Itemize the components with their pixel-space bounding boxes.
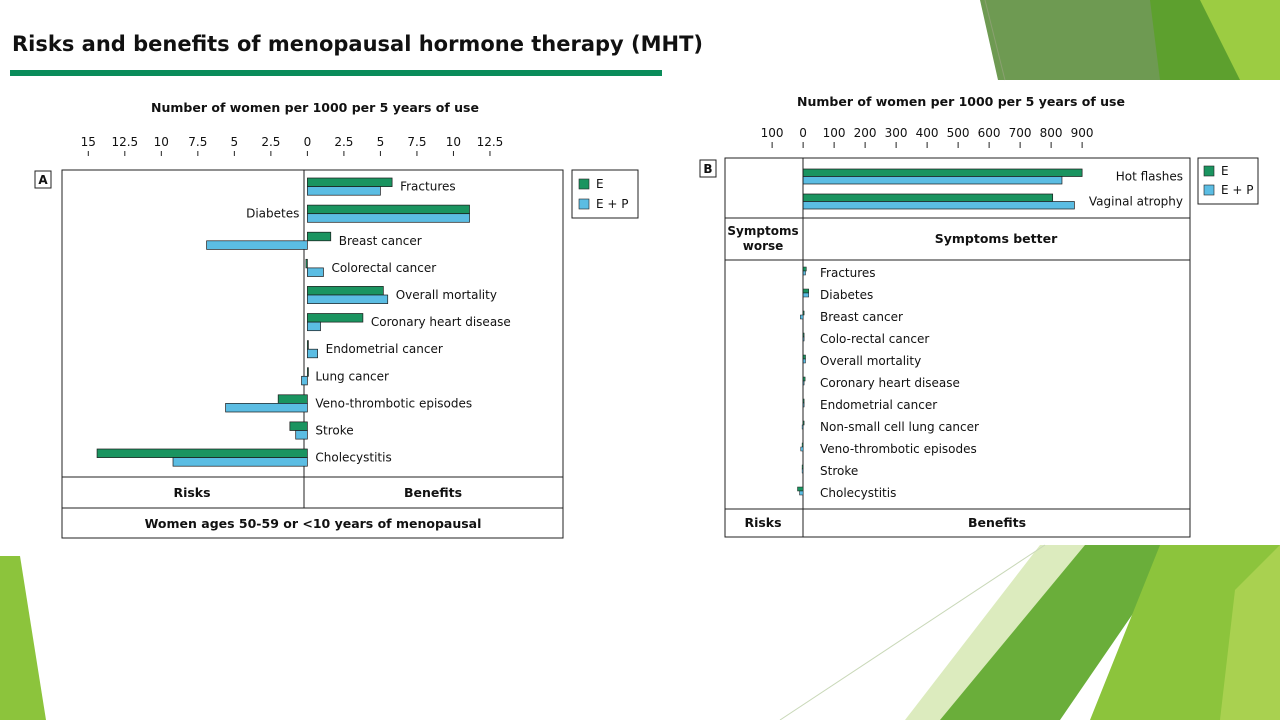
panel-b-bar-veno-thrombotic-episodes-e-p <box>801 447 803 451</box>
panel-b-bar-endometrial-cancer-e-p <box>803 403 804 407</box>
panel-a-label-stroke: Stroke <box>315 423 354 438</box>
panel-a-tick-label: 7.5 <box>188 135 208 149</box>
panel-a-label-breast-cancer: Breast cancer <box>338 233 422 248</box>
panel-b-tick-label: 200 <box>853 126 877 140</box>
panel-b-tick-label: 100 <box>822 126 846 140</box>
panel-b-ticks <box>761 126 1094 148</box>
panel-b-bar-coronary-heart-disease-e <box>803 377 805 381</box>
panel-a-label-coronary-heart-disease: Coronary heart disease <box>370 315 511 330</box>
panel-b-label-fractures: Fractures <box>820 266 876 280</box>
panel-b-bar-fractures-e-p <box>803 271 805 275</box>
panel-b-label-vaginal-atrophy: Vaginal atrophy <box>1088 194 1183 209</box>
panel-b-bar-fractures-e <box>803 267 806 271</box>
panel-a-label-cholecystitis: Cholecystitis <box>315 450 392 465</box>
panel-a-tick-label: 7.5 <box>407 135 427 149</box>
panel-b-bar-diabetes-e <box>803 289 809 293</box>
panel-b-bar-overall-mortality-e-p <box>803 359 805 363</box>
panel-b-bar-stroke-e <box>802 465 803 469</box>
panel-b-symptoms-worse <box>727 224 798 253</box>
panel-b-tick-label: 500 <box>946 126 970 140</box>
panel-a-label-endometrial-cancer: Endometrial cancer <box>325 342 443 357</box>
panel-b-tick-label: 100 <box>760 126 784 140</box>
panel-b-bar-veno-thrombotic-episodes-e <box>802 443 803 447</box>
panel-b-tick-label: 400 <box>915 126 939 140</box>
panel-a-tick-label: 12.5 <box>111 135 139 149</box>
panel-b-bar-overall-mortality-e <box>803 355 805 359</box>
panel-a-risks-label: Risks <box>173 485 211 500</box>
panel-b-bar-colo-rectal-cancer-e <box>803 333 804 337</box>
panel-a-footer: Women ages 50-59 or <10 years of menopausal <box>144 516 482 531</box>
panel-b-bar-non-small-cell-lung-cancer-e <box>803 421 804 425</box>
panel-b-bar-cholecystitis-e-p <box>800 491 804 495</box>
panel-b-bar-vaginal-atrophy-e <box>803 194 1053 202</box>
panel-b-legend-swatch-ep <box>1204 185 1214 195</box>
panel-a-tick-label: 5 <box>230 135 239 149</box>
panel-b-tick-label: 700 <box>1008 126 1032 140</box>
panel-b-label-cholecystitis: Cholecystitis <box>820 486 897 500</box>
panel-a-label-lung-cancer: Lung cancer <box>315 369 389 384</box>
panel-b-label-coronary-heart-disease: Coronary heart disease <box>820 376 960 390</box>
panel-b-risks-label: Risks <box>744 515 782 530</box>
panel-b-label-veno-thrombotic-episodes: Veno-thrombotic episodes <box>820 442 977 456</box>
panel-a-legend-label-e: E <box>596 177 604 191</box>
panel-b-symptom-labels <box>1089 170 1183 209</box>
panel-b-symptom-bars <box>803 169 1082 209</box>
panel-b-label-stroke: Stroke <box>820 464 859 478</box>
panel-a-label-diabetes: Diabetes <box>246 206 300 221</box>
panel-b-bar-hot-flashes-e <box>803 169 1082 177</box>
panel-a-label-overall-mortality: Overall mortality <box>395 288 497 302</box>
panel-a-tick-label: 15 <box>80 135 96 149</box>
panel-a-letter: A <box>38 173 48 187</box>
panel-a-tick-label: 2.5 <box>261 135 281 149</box>
panel-b-bar-endometrial-cancer-e <box>803 399 804 403</box>
panel-a-label-fractures: Fractures <box>400 179 456 194</box>
panel-b-frame <box>725 158 1190 537</box>
panel-b-bar-stroke-e-p <box>802 469 803 473</box>
panel-b-tick-label: 600 <box>977 126 1001 140</box>
panel-a-tick-label: 10 <box>153 135 169 149</box>
panel-b-bar-non-small-cell-lung-cancer-e-p <box>802 425 803 429</box>
panel-b-bar-cholecystitis-e <box>798 487 804 491</box>
panel-b-bar-hot-flashes-e-p <box>803 177 1062 185</box>
panel-b-bar-colo-rectal-cancer-e-p <box>803 337 804 341</box>
panel-b-tick-label: 900 <box>1070 126 1094 140</box>
panel-a-label-veno-thrombotic-episodes: Veno-thrombotic episodes <box>315 396 473 411</box>
panel-b-bar-breast-cancer-e <box>803 311 804 315</box>
panel-a-tick-label: 12.5 <box>476 135 504 149</box>
panel-b-legend-label-e: E <box>1221 164 1229 178</box>
panel-a-benefits-label: Benefits <box>403 485 463 500</box>
panel-b-label-overall-mortality: Overall mortality <box>820 354 922 368</box>
panel-a-tick-label: 5 <box>376 135 385 149</box>
panel-a-label-colorectal-cancer: Colorectal cancer <box>331 260 437 275</box>
panel-b-bar-diabetes-e-p <box>803 293 809 297</box>
panel-a-tick-label: 10 <box>445 135 462 149</box>
panel-b-symptoms-better: Symptoms better <box>934 231 1058 246</box>
panel-a-tick-label: 0 <box>303 135 312 149</box>
panel-b-tick-label: 800 <box>1039 126 1063 140</box>
panel-b-tick-label: 0 <box>799 126 807 140</box>
panel-b-axis-title: Number of women per 1000 per 5 years of use <box>797 94 1125 109</box>
panel-b-label-non-small-cell-lung-cancer: Non-small cell lung cancer <box>820 420 979 434</box>
panel-a-tick-label: 2.5 <box>334 135 354 149</box>
panel-b-bar-breast-cancer-e-p <box>800 315 803 319</box>
panel-b-legend-swatch-e <box>1204 166 1214 176</box>
panel-b-label-endometrial-cancer: Endometrial cancer <box>820 398 938 412</box>
panel-b-symptoms-worse-line1: Symptoms <box>727 224 799 238</box>
panel-b-benefits-label: Benefits <box>967 515 1027 530</box>
panel-b-legend-label-ep: E + P <box>1221 183 1254 197</box>
panel-b-category-labels <box>820 266 979 500</box>
panel-b-label-diabetes: Diabetes <box>820 288 874 302</box>
panel-b-label-hot-flashes: Hot flashes <box>1115 169 1183 184</box>
panel-a-axis-title: Number of women per 1000 per 5 years of use <box>151 100 479 115</box>
panel-b-label-colo-rectal-cancer: Colo-rectal cancer <box>820 332 930 346</box>
panel-b-tick-label: 300 <box>884 126 908 140</box>
slide-title: Risks and benefits of menopausal hormone therapy (MHT) <box>12 32 704 56</box>
panel-a-legend-label-ep: E + P <box>596 197 629 211</box>
panel-b-bar-coronary-heart-disease-e-p <box>803 381 804 385</box>
panel-b-label-breast-cancer: Breast cancer <box>820 310 903 324</box>
panel-b-bar-vaginal-atrophy-e-p <box>803 202 1074 210</box>
panel-b-letter: B <box>703 162 713 176</box>
panel-b-symptoms-worse-line2: worse <box>742 239 784 253</box>
